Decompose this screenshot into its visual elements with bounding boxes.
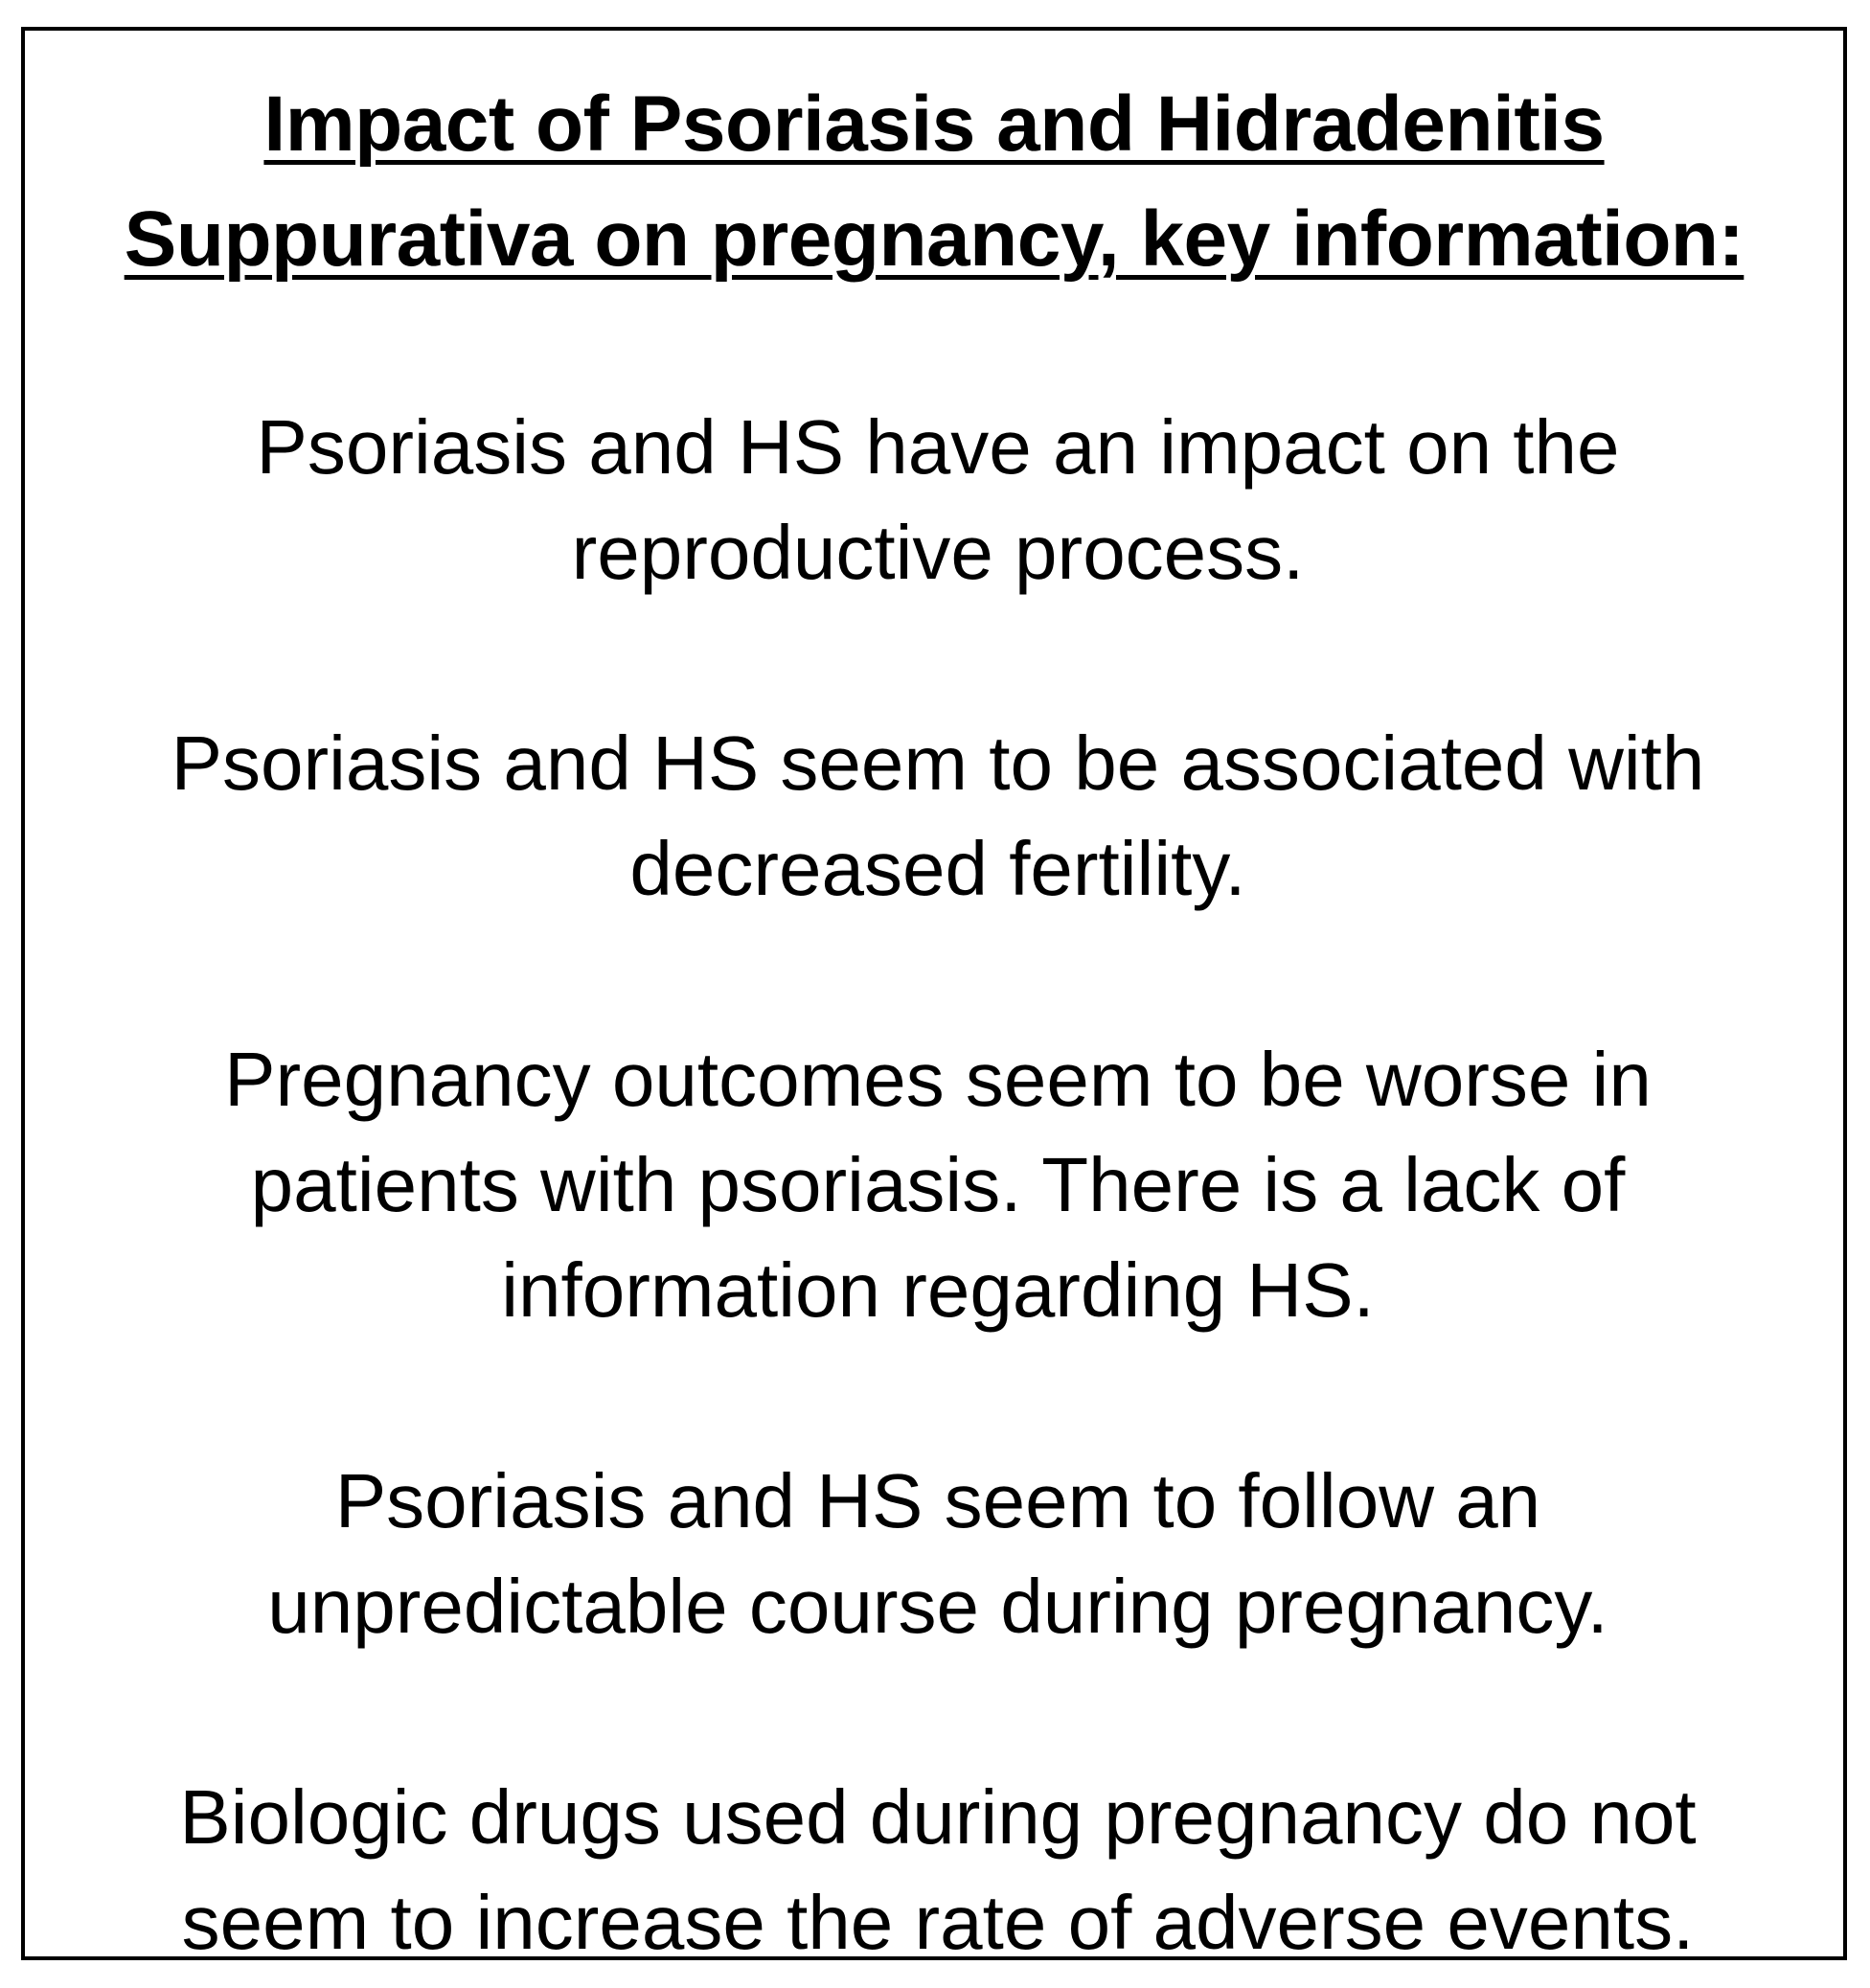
key-point-line: Psoriasis and HS seem to be associated with xyxy=(171,720,1705,806)
key-point-line: Psoriasis and HS have an impact on the xyxy=(256,404,1620,490)
key-point-disease-course xyxy=(124,1449,1752,1659)
box-title xyxy=(25,31,1843,297)
key-point-line: information regarding HS. xyxy=(501,1247,1375,1333)
key-point-line: patients with psoriasis. There is a lack of xyxy=(250,1142,1626,1227)
key-point-line: seem to increase the rate of adverse events. xyxy=(181,1880,1695,1965)
title-line-1: Impact of Psoriasis and Hidradenitis xyxy=(263,80,1605,168)
title-line-2: Suppurativa on pregnancy, key information: xyxy=(124,195,1745,283)
key-point-line: reproductive process. xyxy=(571,510,1305,595)
key-point-fertility xyxy=(124,711,1752,922)
key-point-line: Psoriasis and HS seem to follow an xyxy=(334,1458,1541,1543)
key-point-line: unpredictable course during pregnancy. xyxy=(267,1564,1608,1649)
key-information-box xyxy=(21,27,1847,1965)
key-point-reproductive-impact xyxy=(124,395,1752,606)
key-point-pregnancy-outcomes xyxy=(124,1027,1752,1343)
key-point-line: Pregnancy outcomes seem to be worse in xyxy=(224,1037,1652,1122)
key-point-line: decreased fertility. xyxy=(629,826,1246,911)
key-point-line: Biologic drugs used during pregnancy do not xyxy=(179,1774,1697,1860)
key-point-biologic-drugs xyxy=(124,1765,1752,1976)
